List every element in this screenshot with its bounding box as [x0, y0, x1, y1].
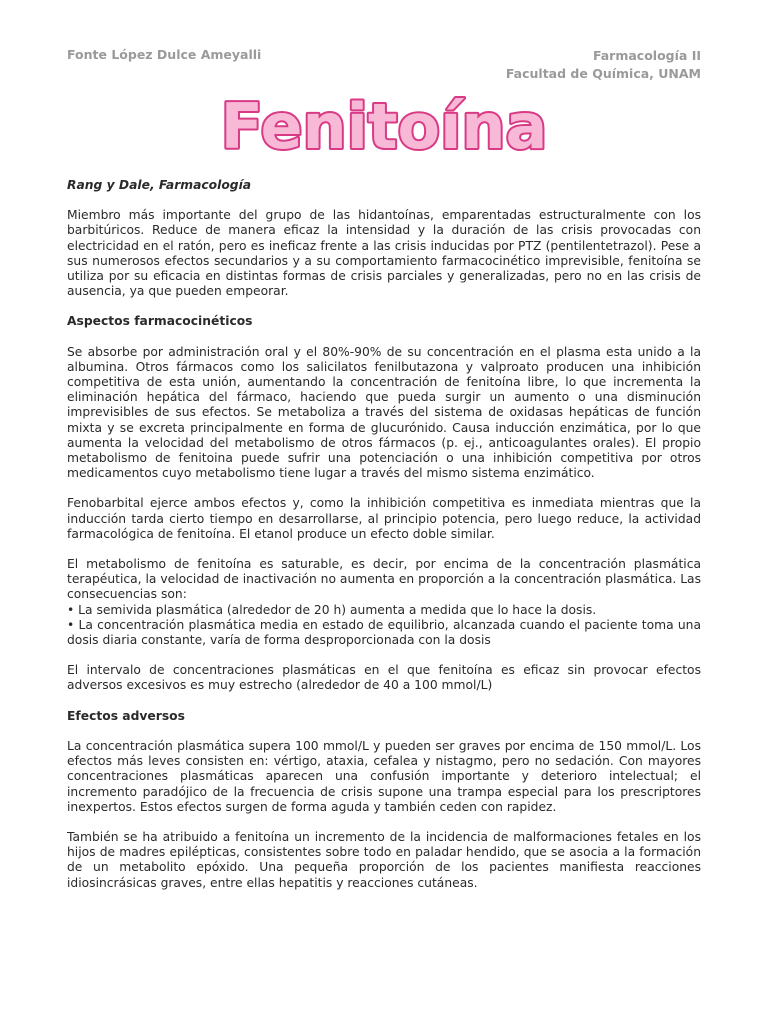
pk-paragraph-3: [67, 557, 701, 648]
pk-paragraph-3-text: El metabolismo de fenitoína es saturable, es decir, por encima de la concentración plasmática terapéutica, la velocidad de inactivación no aumenta en proporción a la concentración plasmática. Las consecuencias son:: [67, 557, 701, 602]
title-text: Fenitoína: [220, 90, 548, 163]
page-title: [0, 80, 768, 170]
pk-paragraph-2: Fenobarbital ejerce ambos efectos y, como la inhibición competitiva es inmediata mientras que la inducción tarda cierto tiempo en desarrollarse, al principio potencia, pero luego reduce, la actividad farmacológica de fenitoína. El etanol produce un efecto doble similar.: [67, 496, 701, 541]
adverse-paragraph-1: La concentración plasmática supera 100 mmol/L y pueden ser graves por encima de 150 mmol/L. Los efectos más leves consisten en: vértigo, ataxia, cefalea y nistagmo, pero no sedación. Con mayores concentraciones plasmáticas aparecen una confusión importante y deterioro intelectual; el incremento paradójico de la frecuencia de crisis supone una trampa especial para los prescriptores inexpertos. Estos efectos surgen de forma aguda y también ceden con rapidez.: [67, 738, 701, 814]
pk-heading: Aspectos farmacocinéticos: [67, 314, 253, 329]
author-name: Fonte López Dulce Ameyalli: [67, 47, 262, 62]
faculty-name: Facultad de Química, UNAM: [505, 66, 701, 81]
pk-paragraph-1: Se absorbe por administración oral y el 80%-90% de su concentración en el plasma esta unido a la albumina. Otros fármacos como los salicilatos fenilbutazona y valproato producen una inhibición competitiva de esta unión, aumentando la concentración de fenitoína libre, lo que incrementa la eliminación hepática del fármaco, haciendo que pueda surgir un aumento o una disminución imprevisibles de sus efectos. Se metaboliza a través del sistema de oxidasas hepáticas de función mixta y se excreta principalmente en forma de glucurónido. Causa inducción enzimática, por lo que aumenta la velocidad del metabolismo de otros fármacos (p. ej., anticoagulantes orales). El propio metabolismo de fenitoina puede sufrir una potenciación o una inhibición competitiva por otros medicamentos cuyo metabolismo tiene lugar a través del mismo sistema enzimático.: [67, 344, 701, 481]
bullet-item-1: • La semivida plasmática (alrededor de 20 h) aumenta a medida que lo hace la dosis.: [67, 602, 597, 617]
adverse-paragraph-2: También se ha atribuido a fenitoína un incremento de la incidencia de malformaciones fetales en los hijos de madres epilépticas, consistentes sobre todo en paladar hendido, que se asocia a la formación de un metabolito epóxido. Una pequeña proporción de los pacientes manifiesta reacciones idiosincrásicas graves, entre ellas hepatitis y reacciones cutáneas.: [67, 829, 701, 890]
document-body: [67, 178, 701, 906]
intro-paragraph: Miembro más importante del grupo de las hidantoínas, emparentadas estructuralmente con los barbitúricos. Reduce de manera eficaz la intensidad y la duración de las crisis provocadas con electricidad en el ratón, pero es ineficaz frente a las crisis inducidas por PTZ (pentilentetrazol). Pese a sus numerosos efectos secundarios y a su comportamiento farmacocinético imprevisible, fenitoína se utiliza por su eficacia en distintas formas de crisis parciales y generalizadas, pero no en las crisis de ausencia, ya que pueden empeorar.: [67, 208, 701, 299]
course-info: [506, 47, 701, 83]
course-name: Farmacología II: [592, 48, 701, 63]
title-art: [220, 80, 548, 170]
pk-paragraph-4: El intervalo de concentraciones plasmáticas en el que fenitoína es eficaz sin provocar efectos adversos excesivos es muy estrecho (alrededor de 40 a 100 mmol/L): [67, 663, 701, 693]
adverse-heading: Efectos adversos: [67, 708, 185, 723]
source-reference: Rang y Dale, Farmacología: [67, 178, 252, 192]
bullet-item-2: • La concentración plasmática media en estado de equilibrio, alcanzada cuando el paciente toma una dosis diaria constante, varía de forma desproporcionada con la dosis: [67, 617, 701, 648]
